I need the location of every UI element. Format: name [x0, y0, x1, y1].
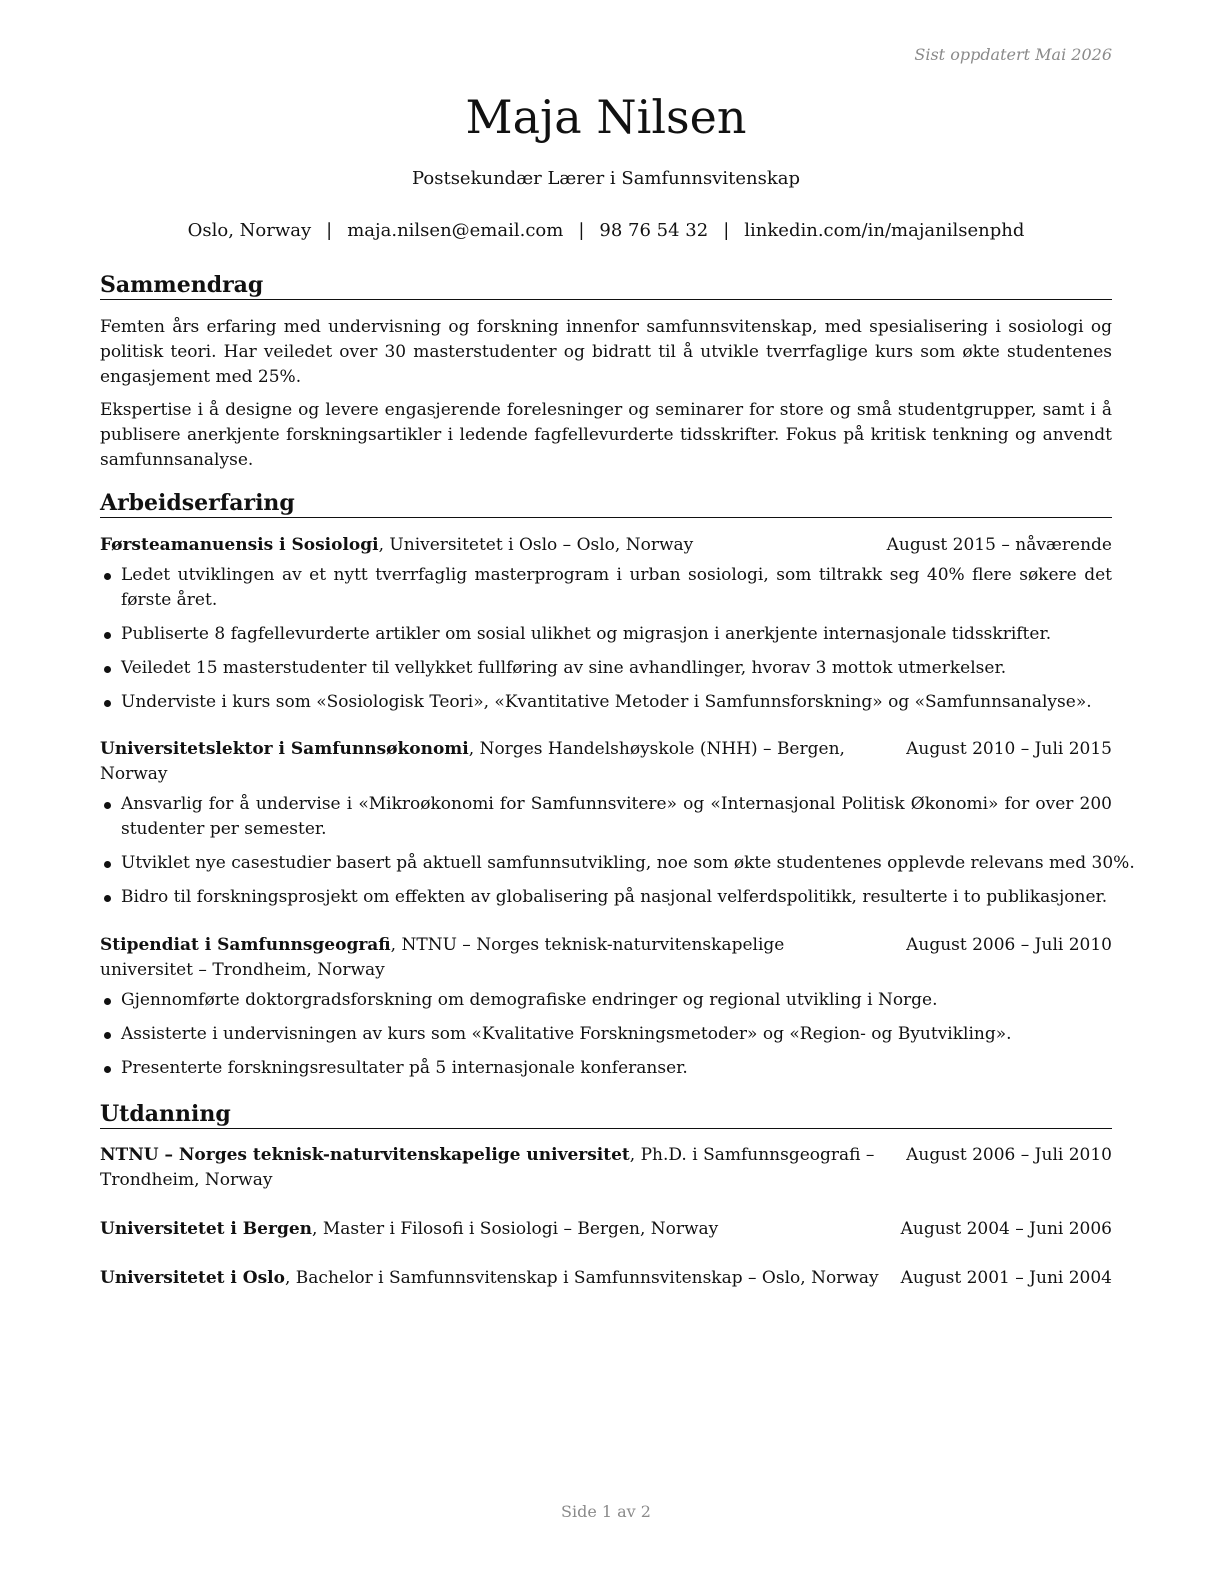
bullet-text: Utviklet nye casestudier basert på aktuell samfunnsutvikling, noe som økte studentenes opplevde relevans med 30%. — [121, 853, 1135, 873]
job-details: , NTNU – Norges teknisk-naturvitenskapelige universitet – Trondheim, Norway — [100, 935, 785, 980]
candidate-name: Maja Nilsen — [465, 90, 747, 144]
education-item — [100, 1266, 1112, 1291]
job-details: , Norges Handelshøyskole (NHH) – Bergen, Norway — [100, 739, 845, 784]
list-item — [100, 563, 1112, 613]
separator: | — [723, 220, 730, 241]
job-bullets — [100, 792, 1135, 919]
separator: | — [578, 220, 585, 241]
bullet-text: Underviste i kurs som «Sosiologisk Teori», «Kvantitative Metoder i Samfunnsforskning» og «Samfunnsanalyse». — [121, 692, 1092, 712]
list-item — [100, 1056, 1112, 1081]
page-number: Side 1 av 2 — [561, 1502, 651, 1521]
job-header — [100, 737, 1112, 787]
bullet-text: Gjennomførte doktorgradsforskning om demografiske endringer og regional utvikling i Norge. — [121, 990, 938, 1010]
resume-page — [100, 0, 1135, 1584]
contact-phone: 98 76 54 32 — [599, 220, 709, 241]
job-details: , Universitetet i Oslo – Oslo, Norway — [378, 535, 694, 555]
summary-paragraph: Ekspertise i å designe og levere engasjerende forelesninger og seminarer for store og små studentgrupper, samt i å publisere anerkjente forskningsartikler i ledende fagfellevurderte tidsskrifter. Fokus på kritisk tenkning og anvendt samfunnsanalyse. — [100, 400, 1112, 470]
list-item — [100, 656, 1112, 681]
job-header — [100, 533, 1112, 558]
school-name: Universitetet i Oslo — [100, 1268, 285, 1288]
list-item — [100, 690, 1112, 715]
list-item — [100, 1022, 1112, 1047]
list-item — [100, 988, 1112, 1013]
degree-details: , Bachelor i Samfunnsvitenskap i Samfunnsvitenskap – Oslo, Norway — [284, 1268, 879, 1288]
list-item — [100, 622, 1112, 647]
bullet-icon — [104, 573, 111, 580]
bullet-text: Veiledet 15 masterstudenter til vellykket fullføring av sine avhandlinger, hvorav 3 mottok utmerkelser. — [121, 658, 1007, 678]
education-dates: August 2004 – Juni 2006 — [900, 1219, 1112, 1239]
bullet-text: Assisterte i undervisningen av kurs som «Kvalitative Forskningsmetoder» og «Region- og Byutvikling». — [121, 1024, 1012, 1044]
job-bullets — [100, 563, 1112, 724]
education-item — [100, 1217, 1112, 1242]
section-title-summary: Sammendrag — [100, 271, 1112, 300]
contact-line — [100, 219, 1112, 243]
school-name: Universitetet i Bergen — [100, 1219, 313, 1239]
education-dates: August 2006 – Juli 2010 — [906, 1145, 1112, 1165]
school-name: NTNU – Norges teknisk-naturvitenskapelige universitet — [100, 1145, 630, 1165]
separator: | — [326, 220, 333, 241]
contact-location: Oslo, Norway — [187, 220, 312, 241]
job-role: Stipendiat i Samfunnsgeografi — [100, 935, 391, 955]
section-title-experience: Arbeidserfaring — [100, 489, 1112, 518]
degree-details: , Master i Filosofi i Sosiologi – Bergen, Norway — [312, 1219, 719, 1239]
last-updated: Sist oppdatert Mai 2026 — [914, 45, 1112, 64]
contact-email[interactable]: maja.nilsen@email.com — [347, 220, 564, 241]
bullet-text: Ledet utviklingen av et nytt tverrfaglig masterprogram i urban sosiologi, som tiltrakk seg 40% flere søkere det første året. — [121, 565, 1112, 610]
job-title: Postsekundær Lærer i Samfunnsvitenskap — [412, 168, 800, 189]
job-dates: August 2015 – nåværende — [886, 535, 1112, 555]
job-header — [100, 933, 1112, 983]
bullet-icon — [104, 895, 111, 902]
list-item — [100, 851, 1135, 876]
bullet-icon — [104, 998, 111, 1005]
job-role: Universitetslektor i Samfunnsøkonomi — [100, 739, 469, 759]
bullet-text: Presenterte forskningsresultater på 5 internasjonale konferanser. — [121, 1058, 688, 1078]
list-item — [100, 885, 1112, 910]
job-bullets — [100, 988, 1112, 1090]
bullet-icon — [104, 700, 111, 707]
bullet-icon — [104, 861, 111, 868]
job-dates: August 2010 – Juli 2015 — [906, 739, 1112, 759]
bullet-icon — [104, 1066, 111, 1073]
list-item — [100, 792, 1112, 842]
contact-linkedin[interactable]: linkedin.com/in/majanilsenphd — [744, 220, 1025, 241]
bullet-icon — [104, 1032, 111, 1039]
bullet-text: Bidro til forskningsprosjekt om effekten av globalisering på nasjonal velferdspolitikk, resulterte i to publikasjoner. — [121, 887, 1108, 907]
job-role: Førsteamanuensis i Sosiologi — [100, 535, 379, 555]
bullet-icon — [104, 632, 111, 639]
degree-details: , Ph.D. i Samfunnsgeografi – Trondheim, Norway — [100, 1145, 875, 1190]
bullet-icon — [104, 666, 111, 673]
section-title-education: Utdanning — [100, 1100, 1112, 1129]
summary-paragraph: Femten års erfaring med undervisning og forskning innenfor samfunnsvitenskap, med spesialisering i sosiologi og politisk teori. Har veiledet over 30 masterstudenter og bidratt til å utvikle tverrfaglige kurs som økte studentenes engasjement med 25%. — [100, 317, 1112, 387]
job-dates: August 2006 – Juli 2010 — [906, 935, 1112, 955]
education-item — [100, 1143, 1112, 1193]
bullet-text: Publiserte 8 fagfellevurderte artikler om sosial ulikhet og migrasjon i anerkjente internasjonale tidsskrifter. — [121, 624, 1052, 644]
bullet-icon — [104, 802, 111, 809]
education-dates: August 2001 – Juni 2004 — [900, 1268, 1112, 1288]
bullet-text: Ansvarlig for å undervise i «Mikroøkonomi for Samfunnsvitere» og «Internasjonal Politisk Økonomi» for over 200 studenter per semester. — [121, 794, 1112, 839]
